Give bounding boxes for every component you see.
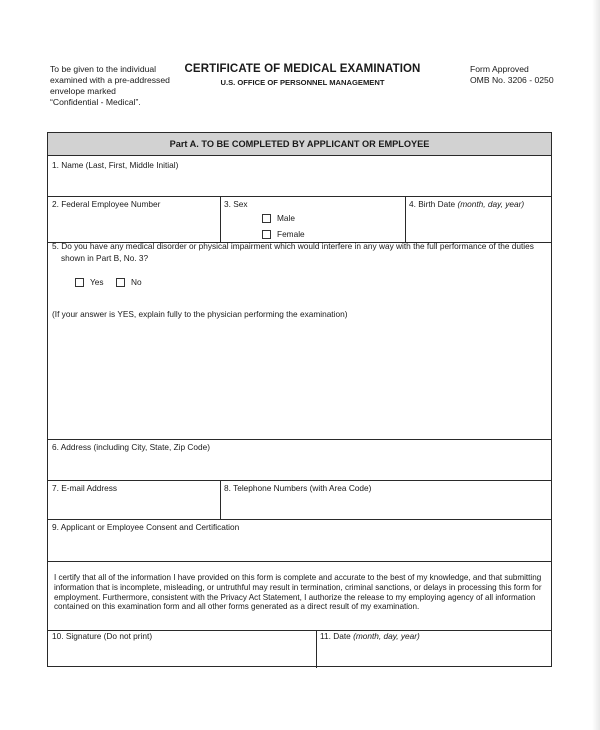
omb-block: [470, 64, 554, 86]
consent-section: [48, 519, 553, 561]
form-title: CERTIFICATE OF MEDICAL EXAMINATION: [184, 63, 421, 75]
female-label: Female: [277, 229, 305, 239]
date-label: 11. Date: [320, 631, 351, 641]
no-checkbox[interactable]: [116, 278, 125, 287]
birth-date-label: 4. Birth Date: [409, 199, 456, 209]
telephone-field[interactable]: [220, 480, 553, 519]
email-field[interactable]: [48, 480, 220, 519]
answer-yes-option[interactable]: [75, 277, 104, 287]
signature-field[interactable]: [48, 630, 316, 668]
form-approved-label: Form Approved: [470, 64, 529, 74]
answer-no-option[interactable]: [116, 277, 142, 287]
page-edge-shadow: [592, 0, 600, 730]
birth-date-field[interactable]: [405, 196, 553, 242]
name-field[interactable]: [48, 156, 553, 196]
certification-line: contained on this examination form and all other forms generated as a direct result of my examination.: [54, 602, 420, 612]
instruction-line: envelope marked: [50, 86, 116, 96]
address-label: 6. Address (including City, State, Zip Code): [52, 442, 211, 452]
date-field[interactable]: [316, 630, 553, 668]
sex-label: 3. Sex: [224, 199, 248, 209]
explanation-instruction: (If your answer is YES, explain fully to the physician performing the examination): [52, 309, 348, 319]
consent-label: 9. Applicant or Employee Consent and Certification: [52, 522, 240, 532]
question-5-text: 5. Do you have any medical disorder or physical impairment which would interfere in any way with the full performance of the duties: [52, 241, 534, 251]
signature-label: 10. Signature (Do not print): [52, 631, 153, 641]
form-heading: [170, 63, 435, 87]
birth-date-hint: (month, day, year): [457, 199, 525, 209]
female-checkbox[interactable]: [262, 230, 271, 239]
instruction-line: examined with a pre-addressed: [50, 75, 170, 85]
instruction-line: “Confidential - Medical”.: [50, 97, 141, 107]
date-hint: (month, day, year): [353, 631, 420, 641]
address-field[interactable]: [48, 439, 553, 480]
yes-checkbox[interactable]: [75, 278, 84, 287]
employee-number-field[interactable]: [48, 196, 220, 242]
sex-field: [220, 196, 405, 242]
sex-male-option[interactable]: [262, 213, 295, 223]
yes-label: Yes: [90, 277, 104, 287]
instruction-line: To be given to the individual: [50, 64, 157, 74]
email-label: 7. E-mail Address: [52, 483, 118, 493]
medical-disorder-question: [48, 242, 553, 439]
male-label: Male: [277, 213, 295, 223]
telephone-label: 8. Telephone Numbers (with Area Code): [224, 483, 372, 493]
part-a-heading: Part A. TO BE COMPLETED BY APPLICANT OR EMPLOYEE: [48, 133, 551, 156]
certification-line: employment. Furthermore, consistent with the Privacy Act Statement, I authorize the release to my employing agency of all information: [54, 592, 536, 602]
part-a-form: [47, 132, 552, 667]
employee-number-label: 2. Federal Employee Number: [52, 199, 161, 209]
certification-line: information that is incomplete, misleading, or untruthful may result in termination, criminal sanctions, or delays in processing this form for: [54, 582, 542, 592]
question-5-text-cont: shown in Part B, No. 3?: [61, 252, 149, 263]
explanation-field[interactable]: [52, 309, 542, 320]
form-agency: U.S. OFFICE OF PERSONNEL MANAGEMENT: [220, 78, 385, 87]
male-checkbox[interactable]: [262, 214, 271, 223]
no-label: No: [131, 277, 142, 287]
certification-statement: [48, 561, 553, 630]
omb-number: OMB No. 3206 - 0250: [470, 75, 554, 85]
distribution-instructions: [50, 64, 180, 108]
sex-female-option[interactable]: [262, 229, 305, 239]
certification-line: I certify that all of the information I have provided on this form is complete and accurate to the best of my knowledge, and that submitting: [54, 573, 542, 582]
name-label: 1. Name (Last, First, Middle Initial): [52, 160, 179, 170]
